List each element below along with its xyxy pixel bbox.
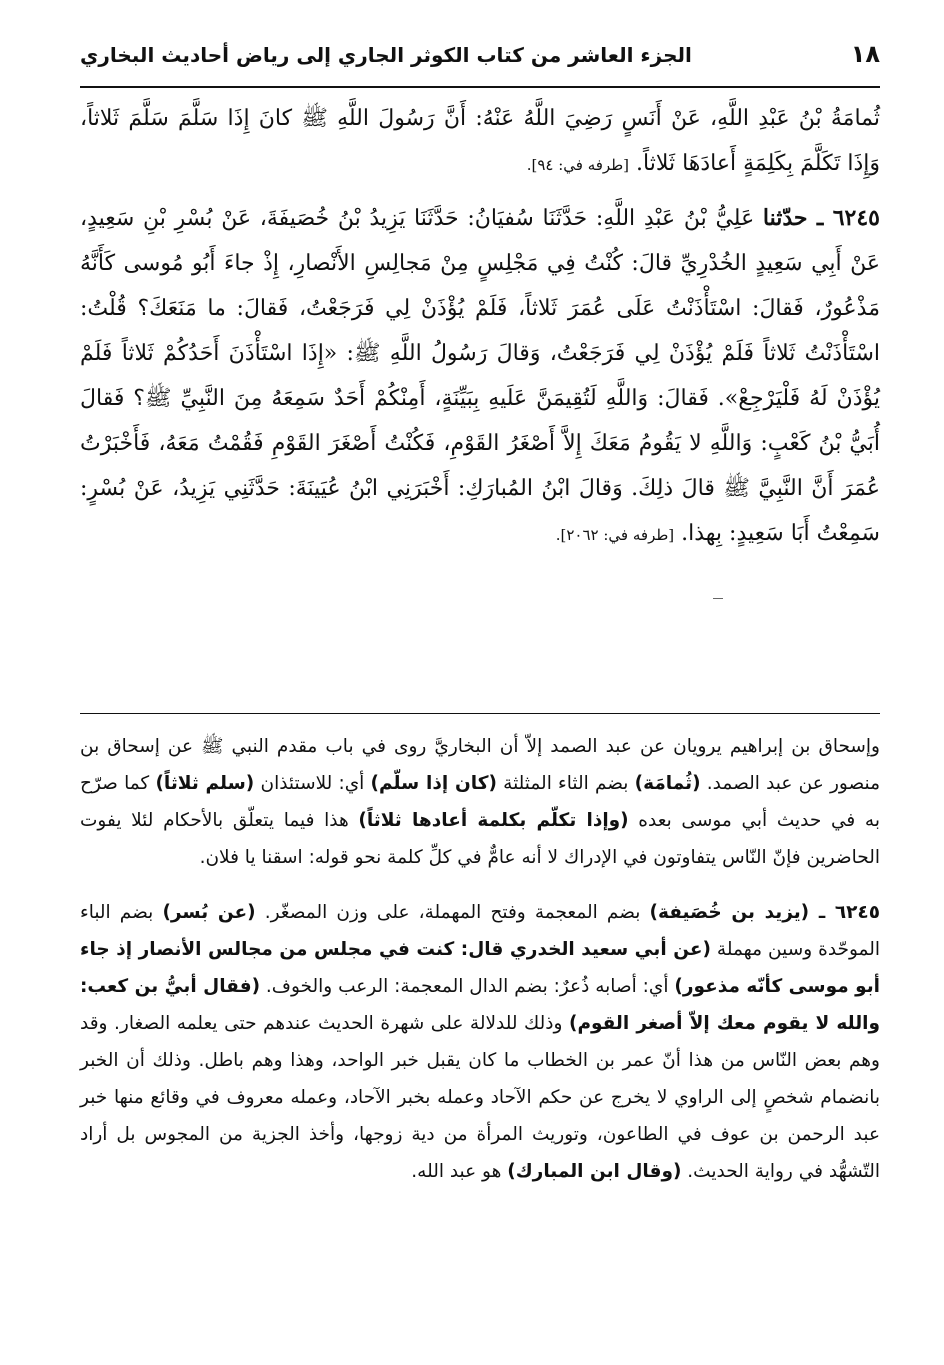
- footnote-separator: [80, 713, 880, 714]
- commentary-paragraph: [80, 894, 880, 1190]
- commentary-dash: ـ: [809, 902, 835, 923]
- hadith-text: [80, 96, 880, 558]
- commentary-text: كما صرّح به في حديث أبي موسى بعده: [80, 773, 880, 831]
- commentary-text: بضم الثاء المثلثة: [496, 773, 635, 794]
- commentary-quote: (فقال أبيُّ بن كعب: والله لا يقوم معك إلاّ أصغر القوم): [80, 976, 880, 1034]
- commentary: [80, 728, 880, 1190]
- hadith-lead-word: حدّثنا: [762, 205, 808, 231]
- commentary-quote: (عن بُسر): [162, 902, 256, 923]
- cross-reference: [طرفه في: ٩٤].: [526, 156, 629, 174]
- commentary-text: وذلك للدلالة على شهرة الحديث عندهم حتى يعلمه الصغار. وقد وهم بعض النّاس من هذا أنّ عمر بن الخطاب ما كان يقبل خبر الواحد، وهذا وهم باطل. وذلك أن الخبر بانضمام شخصٍ إلى الراوي لا يخرج عن حكم الآحاد وعمله بخبر الآحاد، وعمله معروف في وقائع منها خبر عبد الرحمن بن عوف في الطاعون، وتوريث المرأة من دية زوجها، وأخذ الجزية من المجوس بل أراد التّشهُّد في رواية الحديث.: [80, 1013, 880, 1182]
- commentary-quote: (عن أبي سعيد الخدري قال: كنت في مجلس من مجالس الأنصار إذ جاء أبو موسى كأنّه مذعور): [80, 939, 880, 997]
- book-title: الجزء العاشر من كتاب الكوثر الجاري إلى رياض أحاديث البخاري: [80, 43, 692, 67]
- commentary-paragraph: [80, 728, 880, 876]
- commentary-text: هذا فيما يتعلّق بالأحكام لئلا يفوت الحاضرين فإنّ النّاس يتفاوتون في الإدراك لا أنه عامٌّ في كلِّ كلمة نحو قوله: اسقنا يا فلان.: [80, 810, 880, 868]
- hadith-dash: ـ: [807, 205, 833, 231]
- commentary-quote: (سلم ثلاثاً): [155, 773, 255, 794]
- commentary-quote: (يزيد بن خُصَيفة): [649, 902, 810, 923]
- cross-reference: [طرفه في: ٢٠٦٢].: [555, 526, 675, 544]
- hadith-number: ٦٢٤٥: [832, 205, 880, 231]
- commentary-quote: (ثُمامَة): [634, 773, 701, 794]
- hadith-6245: [80, 196, 880, 558]
- hadith-part2: عَلِيُّ بْنُ عَبْدِ اللَّهِ: حَدَّثَنَا سُفيَانُ: حَدَّثَنَا يَزِيدُ بْنُ خُصَيفَةَ، عَنْ بُسْرِ بْنِ سَعِيدٍ، عَنْ أَبِي سَعِيدٍ الخُدْرِيِّ قالَ: كُنْتُ فِي مَجْلِسٍ مِنْ مَجالِسِ الأَنْصارِ، إِذْ جاءَ أَبُو مُوسى كَأَنَّهُ مَذْعُورٌ، فَقالَ: اسْتَأْذَنْتُ عَلَى عُمَرَ ثَلاثاً، فَلَمْ يُؤْذَنْ لِي فَرَجَعْتُ، فَقالَ: ما مَنَعَكَ؟ قُلْتُ: اسْتَأْذَنْتُ ثَلاثاً فَلَمْ يُؤْذَنْ لِي فَرَجَعْتُ، وَقالَ رَسُولُ اللَّهِ ﷺ: «إِذَا اسْتَأْذَنَ أَحَدُكُمْ ثَلاثاً فَلَمْ يُؤْذَنْ لَهُ فَلْيَرْجِعْ». فَقالَ: وَاللَّهِ لَتُقِيمَنَّ عَلَيهِ بِبَيِّنَةٍ، أَمِنْكُمْ أَحَدٌ سَمِعَهُ مِنَ النَّبِيِّ ﷺ؟ فَقالَ أُبَيُّ بْنُ كَعْبٍ: وَاللَّهِ لا يَقُومُ مَعَكَ إِلاَّ أَصْغَرُ القَوْمِ، فَكُنْتُ أَصْغَرَ القَوْمِ فَقُمْتُ مَعَهُ، فَأَخْبَرْتُ عُمَرَ أَنَّ النَّبِيَّ ﷺ قالَ ذلِكَ. وَقالَ ابْنُ المُبارَكِ: أَخْبَرَنِي ابْنُ عُيَينَةَ: حَدَّثَنِي يَزِيدُ، عَنْ بُسْرٍ: سَمِعْتُ أَبَا سَعِيدٍ: بِهذا.: [80, 206, 880, 546]
- commentary-text: أي: أصابه ذُعرٌ: بضم الدال المعجمة: الرعب والخوف.: [260, 976, 675, 997]
- commentary-quote: (كان إذا سلّم): [370, 773, 497, 794]
- commentary-quote: (وقال ابن المبارك): [507, 1161, 682, 1182]
- page: [80, 40, 880, 558]
- commentary-text: بضم الباء الموحّدة وسين مهملة: [80, 902, 880, 960]
- commentary-number: ٦٢٤٥: [834, 902, 880, 923]
- commentary-text: هو عبد الله.: [411, 1161, 508, 1182]
- ink-mark: [713, 598, 723, 599]
- header-rule: [80, 86, 880, 88]
- commentary-text: أي: للاستئذان: [254, 773, 371, 794]
- commentary-text: بضم المعجمة وفتح المهملة، على وزن المصغّر.: [255, 902, 650, 923]
- hadith-continuation: [80, 96, 880, 188]
- commentary-quote: (وإذا تكلّم بكلمة أعادها ثلاثاً): [358, 810, 629, 831]
- commentary-text: وإسحاق بن إبراهيم يرويان عن عبد الصمد إلاّ أن البخاريَّ روى في باب مقدم النبي ﷺ عن إسحاق بن منصور عن عبد الصمد.: [80, 736, 881, 794]
- running-header: [80, 40, 880, 84]
- page-number: ١٨: [850, 40, 880, 68]
- hadith-part1: ثُمامَةُ بْنُ عَبْدِ اللَّهِ، عَنْ أَنَسٍ رَضِيَ اللَّهُ عَنْهُ: أَنَّ رَسُولَ اللَّهِ ﷺ كانَ إِذَا سَلَّمَ سَلَّمَ ثَلاثاً، وَإِذَا تَكَلَّمَ بِكَلِمَةٍ أَعادَهَا ثَلاثاً.: [80, 106, 880, 176]
